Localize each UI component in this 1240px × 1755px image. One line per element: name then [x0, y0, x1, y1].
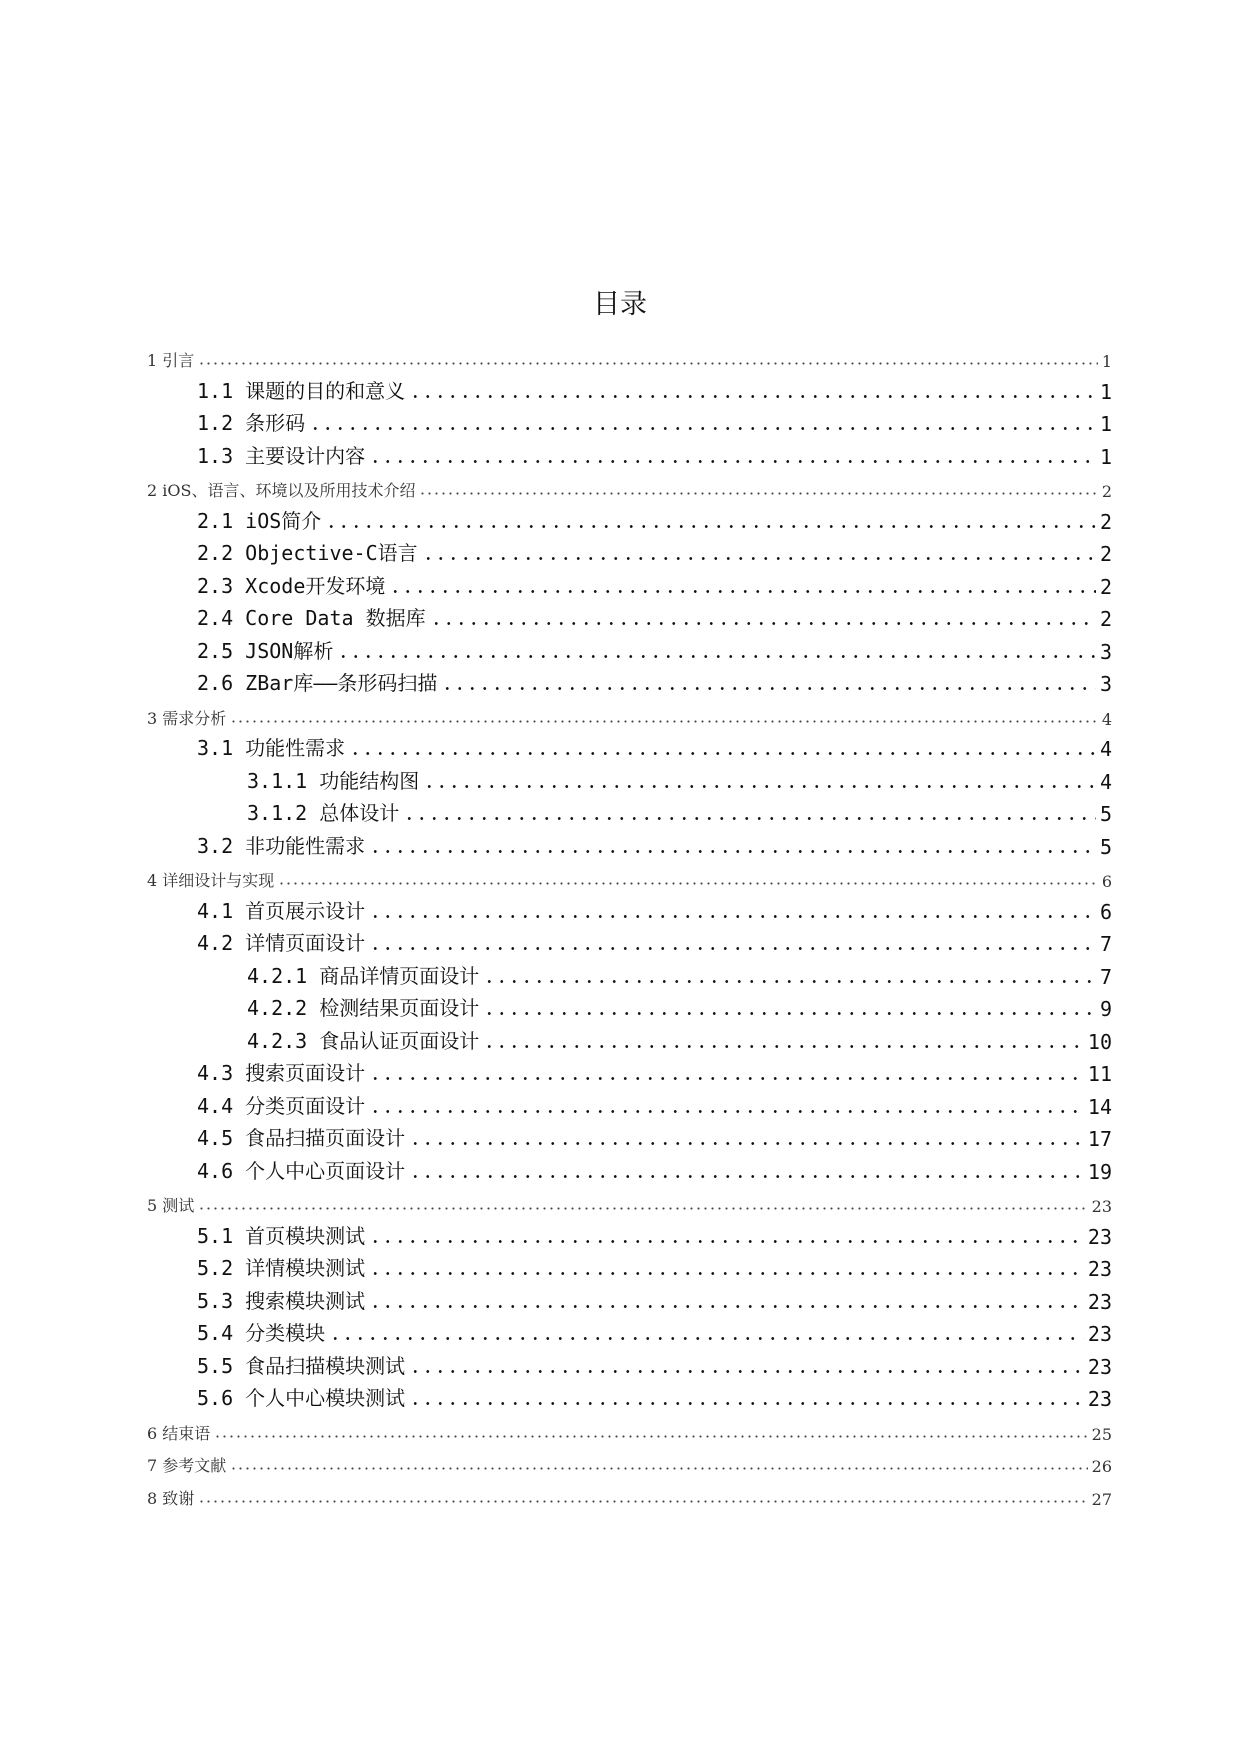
toc-dot-leader	[430, 622, 1096, 625]
toc-dot-leader	[325, 525, 1096, 528]
toc-dot-leader	[483, 1045, 1084, 1048]
toc-dot-leader	[369, 947, 1096, 950]
toc-dot-leader	[198, 1500, 1087, 1503]
toc-entry-title: 5.3 搜索模块测试	[197, 1288, 366, 1313]
toc-dot-leader	[483, 1012, 1096, 1015]
toc-entry-page-number: 23	[1091, 1197, 1112, 1216]
toc-dot-leader	[409, 1370, 1084, 1373]
toc-entry-title: 1.3 主要设计内容	[197, 443, 366, 468]
toc-entry-title: 5.1 首页模块测试	[197, 1223, 366, 1248]
toc-dot-leader	[441, 687, 1096, 690]
toc-dot-leader	[422, 557, 1096, 560]
toc-entry[interactable]	[0, 569, 1240, 601]
toc-entry-page-number: 23	[1087, 1387, 1112, 1411]
toc-dot-leader	[483, 980, 1096, 983]
toc-dot-leader	[230, 1467, 1087, 1470]
toc-entry-page-number: 4	[1099, 769, 1112, 794]
toc-entry[interactable]	[0, 699, 1240, 731]
toc-entry-page-number: 4	[1101, 709, 1112, 729]
toc-entry-title: 5.5 食品扫描模块测试	[197, 1353, 406, 1378]
toc-entry[interactable]	[0, 1089, 1240, 1121]
toc-entry-title: 3.1.1 功能结构图	[247, 768, 420, 793]
toc-entry-page-number: 7	[1099, 964, 1112, 989]
toc-dot-leader	[337, 655, 1096, 658]
toc-dot-leader	[369, 460, 1096, 463]
toc-entry-title: 5.6 个人中心模块测试	[197, 1386, 406, 1410]
toc-dot-leader	[369, 1305, 1084, 1308]
toc-entry-page-number: 3	[1099, 672, 1112, 696]
toc-entry-page-number: 23	[1087, 1224, 1112, 1249]
toc-entry-page-number: 1	[1099, 444, 1112, 469]
toc-entry-page-number: 25	[1091, 1424, 1112, 1444]
toc-entry[interactable]	[0, 1349, 1240, 1381]
toc-entry-page-number: 9	[1099, 997, 1112, 1021]
toc-entry[interactable]	[0, 1186, 1240, 1218]
toc-entry[interactable]	[0, 991, 1240, 1023]
toc-entry-page-number: 2	[1101, 482, 1112, 501]
toc-entry-page-number: 27	[1091, 1489, 1112, 1509]
toc-entry-title: 7 参考文献	[147, 1456, 227, 1475]
toc-entry-page-number: 6	[1099, 899, 1112, 924]
toc-entry[interactable]	[0, 536, 1240, 568]
toc-entry-page-number: 7	[1099, 932, 1112, 956]
toc-entry-page-number: 3	[1099, 639, 1112, 664]
toc-entry-page-number: 4	[1099, 737, 1112, 761]
toc-entry[interactable]	[0, 1121, 1240, 1153]
toc-entry-page-number: 23	[1087, 1257, 1112, 1281]
toc-entry[interactable]	[0, 666, 1240, 698]
toc-entry-title: 4 详细设计与实现	[147, 871, 275, 890]
toc-entry-title: 4.3 搜索页面设计	[197, 1061, 366, 1085]
toc-dot-leader	[329, 1337, 1084, 1340]
toc-dot-leader	[369, 850, 1096, 853]
toc-entry-title: 5 测试	[147, 1196, 195, 1215]
toc-entry-page-number: 1	[1099, 412, 1112, 436]
toc-dot-leader	[369, 1240, 1084, 1243]
toc-dot-leader	[403, 817, 1096, 820]
toc-entry-title: 5.4 分类模块	[197, 1321, 326, 1345]
toc-entry-page-number: 2	[1099, 574, 1112, 599]
toc-entry-title: 6 结束语	[147, 1423, 211, 1443]
toc-entry[interactable]	[0, 1154, 1240, 1186]
toc-entry[interactable]	[0, 341, 1240, 373]
toc-entry-page-number: 2	[1099, 607, 1112, 631]
toc-entry[interactable]	[0, 764, 1240, 796]
toc-entry[interactable]	[0, 504, 1240, 536]
toc-entry[interactable]	[0, 894, 1240, 926]
toc-entry-title: 4.1 首页展示设计	[197, 898, 366, 923]
toc-dot-leader	[409, 1402, 1084, 1405]
toc-entry-title: 4.6 个人中心页面设计	[197, 1158, 406, 1183]
toc-dot-leader	[369, 1272, 1084, 1275]
toc-entry-page-number: 2	[1099, 509, 1112, 534]
toc-entry[interactable]	[0, 959, 1240, 991]
toc-entry[interactable]	[0, 796, 1240, 828]
toc-dot-leader	[369, 1077, 1084, 1080]
toc-entry-title: 2.5 JSON解析	[197, 638, 334, 663]
toc-entry[interactable]	[0, 634, 1240, 666]
toc-entry-page-number: 1	[1099, 379, 1112, 404]
toc-entry-title: 4.2 详情页面设计	[197, 931, 366, 955]
toc-entry-title: 4.4 分类页面设计	[197, 1093, 366, 1118]
toc-dot-leader	[349, 752, 1096, 755]
toc-entry[interactable]	[0, 1056, 1240, 1088]
toc-dot-leader	[419, 492, 1097, 495]
toc-entry[interactable]	[0, 1316, 1240, 1348]
toc-entry-page-number: 17	[1087, 1127, 1112, 1151]
toc-entry[interactable]	[0, 1219, 1240, 1251]
toc-dot-leader	[309, 427, 1096, 430]
toc-entry[interactable]	[0, 1414, 1240, 1446]
toc-dot-leader	[369, 1110, 1084, 1113]
toc-entry-title: 1 引言	[147, 351, 195, 370]
toc-entry-title: 2.4 Core Data 数据库	[197, 606, 426, 630]
toc-entry-title: 2 iOS、语言、环境以及所用技术介绍	[147, 481, 416, 500]
toc-entry-title: 2.3 Xcode开发环境	[197, 573, 386, 598]
toc-entry-title: 5.2 详情模块测试	[197, 1256, 366, 1280]
toc-entry[interactable]	[0, 471, 1240, 503]
toc-entry[interactable]	[0, 861, 1240, 893]
toc-dot-leader	[230, 720, 1098, 723]
toc-entry[interactable]	[0, 1381, 1240, 1413]
toc-entry-title: 2.2 Objective-C语言	[197, 541, 418, 565]
toc-dot-leader	[198, 1207, 1087, 1210]
toc-entry[interactable]	[0, 1024, 1240, 1056]
toc-entry-page-number: 6	[1101, 872, 1112, 891]
toc-entry-page-number: 26	[1091, 1457, 1112, 1476]
toc-entry-title: 2.1 iOS简介	[197, 508, 322, 533]
toc-entry-title: 3 需求分析	[147, 708, 227, 728]
toc-entry[interactable]	[0, 374, 1240, 406]
toc-entry[interactable]	[0, 439, 1240, 471]
toc-entry[interactable]	[0, 601, 1240, 633]
toc-entry-page-number: 10	[1087, 1029, 1112, 1054]
toc-entry-page-number: 1	[1101, 352, 1112, 371]
toc-dot-leader	[214, 1435, 1087, 1438]
toc-entry[interactable]	[0, 1446, 1240, 1478]
toc-entry-title: 2.6 ZBar库——条形码扫描	[197, 671, 438, 695]
toc-dot-leader	[389, 590, 1096, 593]
toc-entry[interactable]	[0, 731, 1240, 763]
toc-entry-title: 4.2.3 食品认证页面设计	[247, 1028, 480, 1053]
toc-dot-leader	[409, 1175, 1084, 1178]
toc-entry-page-number: 2	[1099, 542, 1112, 566]
toc-dot-leader	[369, 915, 1096, 918]
toc-entry[interactable]	[0, 1251, 1240, 1283]
toc-entry-title: 8 致谢	[147, 1488, 195, 1508]
toc-entry-page-number: 14	[1087, 1094, 1112, 1119]
toc-entry-title: 4.2.1 商品详情页面设计	[247, 963, 480, 988]
toc-entry-page-number: 5	[1099, 802, 1112, 826]
toc-entry[interactable]	[0, 829, 1240, 861]
toc-entry-title: 3.1 功能性需求	[197, 736, 346, 760]
toc-entry-title: 3.1.2 总体设计	[247, 801, 400, 825]
toc-entry-page-number: 23	[1087, 1354, 1112, 1379]
toc-entry[interactable]	[0, 926, 1240, 958]
toc-entry[interactable]	[0, 406, 1240, 438]
toc-dot-leader	[409, 395, 1096, 398]
toc-entry[interactable]	[0, 1284, 1240, 1316]
toc-entry-title: 1.2 条形码	[197, 411, 306, 435]
toc-entry-title: 3.2 非功能性需求	[197, 833, 366, 858]
toc-entry-page-number: 23	[1087, 1289, 1112, 1314]
toc-entry-title: 4.2.2 检测结果页面设计	[247, 996, 480, 1020]
toc-entry-title: 4.5 食品扫描页面设计	[197, 1126, 406, 1150]
toc-dot-leader	[423, 785, 1096, 788]
toc-entry-page-number: 19	[1087, 1159, 1112, 1184]
toc-entry-page-number: 23	[1087, 1322, 1112, 1346]
toc-entry-title: 1.1 课题的目的和意义	[197, 378, 406, 403]
toc-title: 目录	[593, 289, 647, 320]
toc-entry-page-number: 5	[1099, 834, 1112, 859]
toc-dot-leader	[198, 362, 1098, 365]
toc-entry-page-number: 11	[1087, 1062, 1112, 1086]
toc-entry[interactable]	[0, 1479, 1240, 1511]
toc-dot-leader	[278, 882, 1098, 885]
toc-dot-leader	[409, 1142, 1084, 1145]
